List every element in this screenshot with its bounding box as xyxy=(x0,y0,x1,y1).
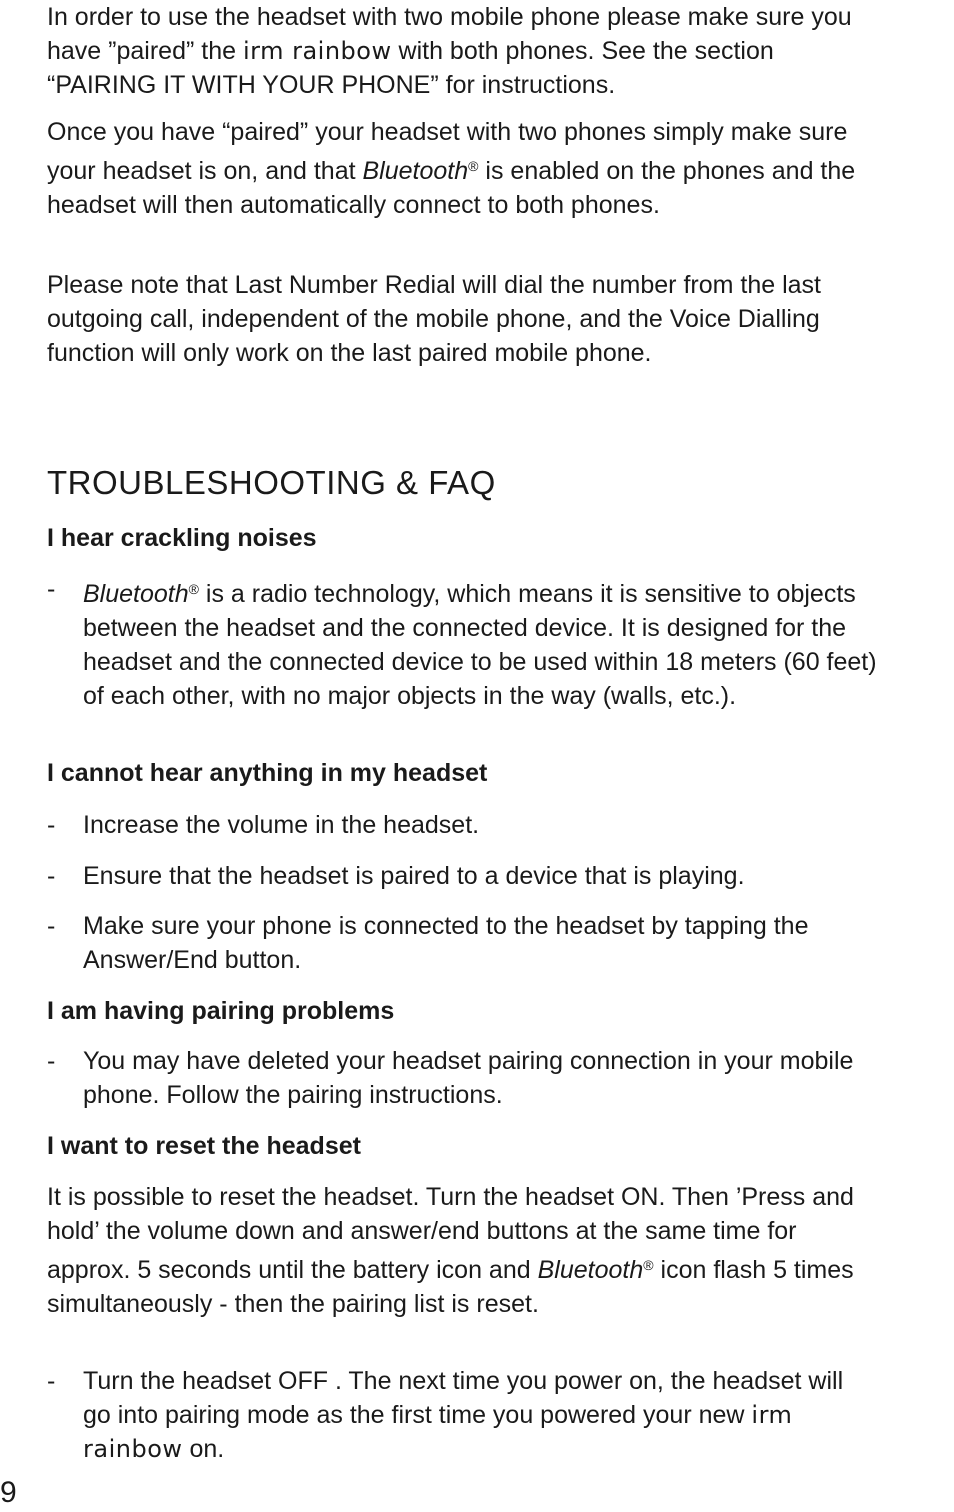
faq-answer-reset: It is possible to reset the headset. Turn the headset ON. Then ’Press and hold’ the volume down and answer/end buttons at the same time for approx. 5 seconds until the battery icon and Bluetooth® icon flash 5 times simultaneously - then the pairing list is reset. xyxy=(47,1183,854,1318)
faq-question-cannot-hear: I cannot hear anything in my headset xyxy=(47,759,488,787)
intro-paragraph-3: Please note that Last Number Redial will dial the number from the last outgoing call, independent of the mobile phone, and the Voice Dialling function will only work on the last paired mobile phone. xyxy=(47,271,821,367)
faq-answer-cannot-hear-1: - Increase the volume in the headset. xyxy=(47,811,480,839)
intro-paragraph-2: Once you have “paired” your headset with two phones simply make sure your headset is on, and that Bluetooth® is enabled on the phones and the headset will then automatically connect to both phones. xyxy=(47,118,856,219)
bluetooth-term: Bluetooth xyxy=(83,580,189,608)
faq-question-reset: I want to reset the headset xyxy=(47,1132,361,1160)
page-number: 9 xyxy=(0,1476,17,1509)
faq-answer-cannot-hear-3: - Make sure your phone is connected to the headset by tapping the Answer/End button. xyxy=(47,912,809,974)
faq-question-pairing: I am having pairing problems xyxy=(47,997,395,1025)
faq-answer-reset-bullet: - Turn the headset OFF . The next time you power on, the headset will go into pairing mode as the first time you powered your new irm rainbow on. xyxy=(47,1367,844,1463)
brand-name: irm rainbow xyxy=(83,1401,793,1463)
faq-question-crackling: I hear crackling noises xyxy=(47,524,317,552)
section-title: TROUBLESHOOTING & FAQ xyxy=(47,464,496,501)
brand-name: irm rainbow xyxy=(242,37,392,65)
bluetooth-term: Bluetooth xyxy=(362,157,469,185)
bluetooth-term: Bluetooth xyxy=(537,1256,644,1284)
faq-answer-cannot-hear-2: - Ensure that the headset is paired to a device that is playing. xyxy=(47,862,745,890)
faq-answer-pairing: - You may have deleted your headset pairing connection in your mobile phone. Follow the pairing instructions. xyxy=(47,1047,854,1109)
intro-paragraph-1: In order to use the headset with two mobile phone please make sure you have ”paired” the irm rainbow with both phones. See the section “PAIRING IT WITH YOUR PHONE” for instructions. xyxy=(47,3,852,99)
faq-answer-crackling: - Bluetooth® is a radio technology, which means it is sensitive to objects between the headset and the connected device. It is designed for the headset and the connected device to be used within 18 meters (60 feet) of each other, with no major objects in the way (walls, etc.). xyxy=(47,575,877,710)
